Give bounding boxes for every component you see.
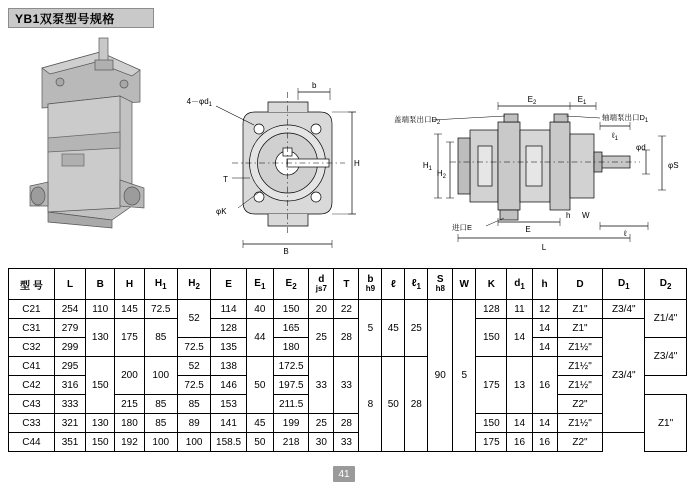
cell-L: 295 [54, 357, 85, 376]
cell-H1: 100 [144, 433, 177, 452]
th-l1: ℓ$_1$ [405, 269, 428, 300]
cell-E: 128 [211, 319, 246, 338]
label-phi-K: φK [216, 207, 227, 216]
cell-E1: 45 [246, 414, 273, 433]
cell-E: 158.5 [211, 433, 246, 452]
cell-L: 333 [54, 395, 85, 414]
th-d1: $d_1$ [507, 269, 532, 300]
cell-b: 5 [359, 300, 382, 357]
label-L: L [541, 243, 547, 252]
th-S: S h8 [428, 269, 453, 300]
cell-L: 254 [54, 300, 85, 319]
cell-H: 175 [115, 319, 144, 357]
table-row [9, 414, 687, 433]
front-section-view [216, 88, 356, 248]
cell-L: 316 [54, 376, 85, 395]
th-E: E [211, 269, 246, 300]
cell-d1: 11 [507, 300, 532, 319]
cell-E1: 50 [246, 357, 273, 414]
cell-H1: 85 [144, 395, 177, 414]
table-row [9, 319, 687, 338]
pump-photo [30, 38, 144, 228]
cell-D2: Z1" [645, 395, 687, 452]
cell-H2: 52 [177, 300, 210, 338]
cell-E1: 44 [246, 319, 273, 357]
th-model: 型 号 [9, 269, 55, 300]
label-l: ℓ [624, 229, 627, 238]
cell-model: C44 [9, 433, 55, 452]
cell-h: 16 [532, 357, 557, 414]
cell-model: C31 [9, 319, 55, 338]
cell-B: 150 [86, 433, 115, 452]
cell-d: 33 [309, 357, 334, 414]
cell-T: 28 [334, 414, 359, 433]
th-E2: $E_2$ [273, 269, 308, 300]
cell-h: 12 [532, 300, 557, 319]
cell-D: Z1½" [557, 376, 603, 395]
cell-E2: 180 [273, 338, 308, 357]
cell-H1: 100 [144, 357, 177, 395]
th-W: W [453, 269, 476, 300]
cell-d1: 14 [507, 319, 532, 357]
cell-E2: 165 [273, 319, 308, 338]
cell-d1: 13 [507, 357, 532, 414]
cell-D2: Z3/4" [645, 338, 687, 376]
label-l1: ℓ$_1$ [612, 131, 618, 142]
cell-K: 175 [476, 433, 507, 452]
cell-H: 200 [115, 357, 144, 395]
cell-D1: Z3/4" [603, 319, 645, 433]
cell-T: 22 [334, 300, 359, 319]
label-E2: $E_2$ [527, 95, 537, 106]
cell-B: 130 [86, 319, 115, 357]
cell-model: C43 [9, 395, 55, 414]
page-number-badge: 41 [333, 466, 355, 482]
cell-H2: 72.5 [177, 376, 210, 395]
label-W: W [582, 211, 590, 220]
cell-D: Z1½" [557, 414, 603, 433]
cell-E1: 40 [246, 300, 273, 319]
cell-D1: Z3/4" [603, 300, 645, 319]
th-H1: $H_1$ [144, 269, 177, 300]
cell-B: 130 [86, 414, 115, 433]
th-H: H [115, 269, 144, 300]
cell-L: 351 [54, 433, 85, 452]
label-E: E [525, 225, 531, 234]
cell-D: Z1" [557, 300, 603, 319]
cell-K: 150 [476, 319, 507, 357]
cell-d: 25 [309, 319, 334, 357]
table-header-row [9, 269, 687, 300]
cell-E2: 150 [273, 300, 308, 319]
cell-model: C21 [9, 300, 55, 319]
cell-H1: 72.5 [144, 300, 177, 319]
cell-K: 175 [476, 357, 507, 414]
cell-model: C41 [9, 357, 55, 376]
cell-E: 146 [211, 376, 246, 395]
spec-table [8, 268, 687, 452]
technical-drawings [0, 30, 695, 260]
cell-model: C32 [9, 338, 55, 357]
cell-d1: 14 [507, 414, 532, 433]
cell-L: 299 [54, 338, 85, 357]
cell-E: 153 [211, 395, 246, 414]
th-K: K [476, 269, 507, 300]
th-D2: $D_2$ [645, 269, 687, 300]
cell-T: 28 [334, 319, 359, 357]
label-B: B [283, 247, 289, 256]
cell-h: 16 [532, 433, 557, 452]
th-D1: $D_1$ [603, 269, 645, 300]
cell-D: Z1½" [557, 338, 603, 357]
cell-K: 150 [476, 414, 507, 433]
cell-E2: 199 [273, 414, 308, 433]
label-cover-end-outlet-d2: 盖端泵出口$D_2$ [394, 115, 441, 126]
th-H2: $H_2$ [177, 269, 210, 300]
table-row [9, 300, 687, 319]
cell-E2: 172.5 [273, 357, 308, 376]
cell-h: 14 [532, 414, 557, 433]
cell-H2: 85 [177, 395, 210, 414]
th-b: b h9 [359, 269, 382, 300]
cell-model: C42 [9, 376, 55, 395]
cell-L: 321 [54, 414, 85, 433]
label-H2: $H_2$ [436, 169, 446, 180]
cell-E: 138 [211, 357, 246, 376]
th-h: h [532, 269, 557, 300]
cell-S: 90 [428, 300, 453, 452]
label-h: h [566, 211, 571, 220]
cell-B: 110 [86, 300, 115, 319]
page-title-bar [8, 8, 154, 28]
label-4-phi-d1: $4-\varphi d_1$ [186, 97, 212, 108]
th-d: d js7 [309, 269, 334, 300]
cell-H2: 72.5 [177, 338, 210, 357]
label-H1: $H_1$ [422, 161, 432, 172]
th-E1: $E_1$ [246, 269, 273, 300]
label-H: H [354, 159, 360, 168]
cell-d: 25 [309, 414, 334, 433]
label-phi-d: φd [636, 143, 646, 152]
cell-E: 114 [211, 300, 246, 319]
cell-D: Z1½" [557, 357, 603, 376]
cell-H: 180 [115, 414, 144, 433]
label-b: b [312, 81, 317, 90]
cell-T: 33 [334, 357, 359, 414]
cell-D: Z2" [557, 395, 603, 414]
cell-h: 14 [532, 338, 557, 357]
cell-H2: 89 [177, 414, 210, 433]
cell-model: C33 [9, 414, 55, 433]
cell-E: 135 [211, 338, 246, 357]
cell-H: 192 [115, 433, 144, 452]
cell-d1: 16 [507, 433, 532, 452]
cell-H1: 85 [144, 319, 177, 357]
th-l: ℓ [382, 269, 405, 300]
label-inlet-e: 进口E [451, 223, 472, 232]
cell-H: 215 [115, 395, 144, 414]
cell-E2: 218 [273, 433, 308, 452]
cell-H2: 52 [177, 357, 210, 376]
cell-E1: 50 [246, 433, 273, 452]
cell-l: 50 [382, 357, 405, 452]
cell-B: 150 [86, 357, 115, 414]
page-title: YB1双泵型号规格 [15, 11, 115, 26]
cell-l1: 25 [405, 300, 428, 357]
cell-d: 30 [309, 433, 334, 452]
cell-l1: 28 [405, 357, 428, 452]
cell-E2: 211.5 [273, 395, 308, 414]
cell-H1: 85 [144, 414, 177, 433]
th-D: D [557, 269, 603, 300]
cell-E: 141 [211, 414, 246, 433]
cell-L: 279 [54, 319, 85, 338]
cell-D: Z1" [557, 319, 603, 338]
cell-H: 145 [115, 300, 144, 319]
label-phi-S: φS [668, 161, 679, 170]
th-B: B [86, 269, 115, 300]
label-E1: $E_1$ [577, 95, 587, 106]
table-row [9, 357, 687, 376]
th-L: L [54, 269, 85, 300]
label-shaft-end-outlet-d1: 轴端泵出口$D_1$ [602, 113, 649, 124]
th-T: T [334, 269, 359, 300]
cell-T: 33 [334, 433, 359, 452]
cell-b: 8 [359, 357, 382, 452]
cell-h: 14 [532, 319, 557, 338]
cell-H2: 100 [177, 433, 210, 452]
cell-d: 20 [309, 300, 334, 319]
label-T: T [223, 175, 228, 184]
cell-l: 45 [382, 300, 405, 357]
table-row [9, 433, 687, 452]
cell-E2: 197.5 [273, 376, 308, 395]
cell-K: 128 [476, 300, 507, 319]
side-section-view [432, 102, 666, 242]
cell-D: Z2" [557, 433, 603, 452]
spec-table-wrap [8, 268, 687, 452]
cell-D2: Z1/4" [645, 300, 687, 338]
cell-W: 5 [453, 300, 476, 452]
